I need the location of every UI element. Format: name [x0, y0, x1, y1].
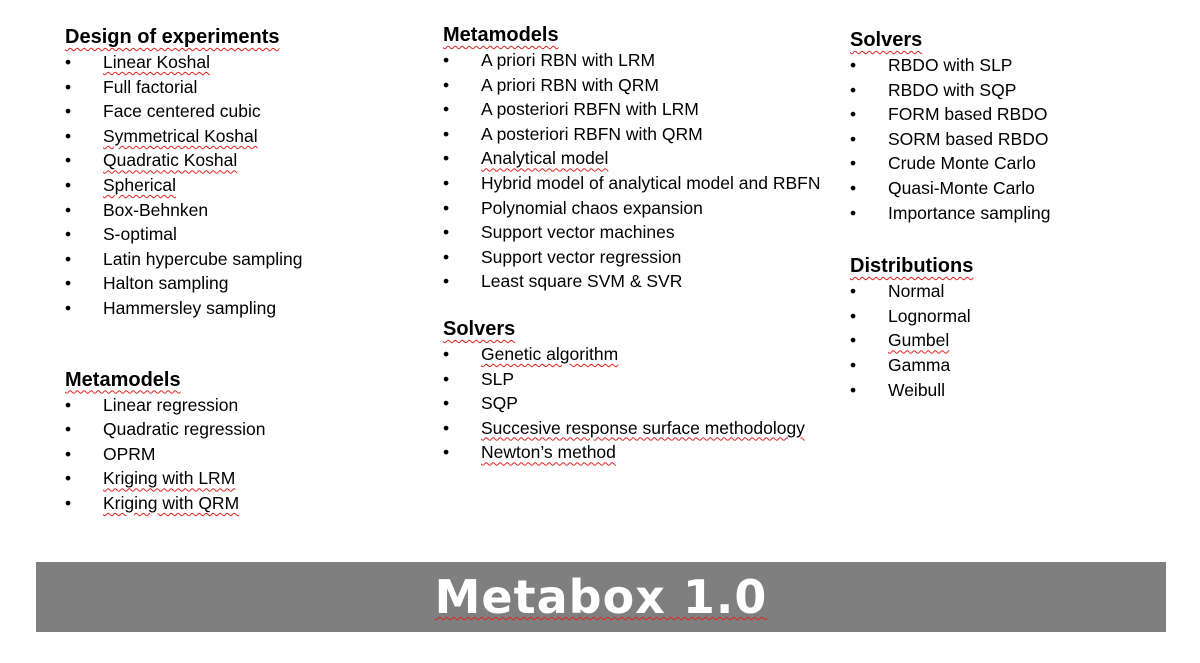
list-item: • SLP	[443, 367, 823, 392]
title-banner	[36, 562, 1166, 632]
list-item: • Kriging with QRM	[65, 491, 425, 516]
list-item: • Symmetrical Koshal	[65, 124, 425, 149]
list-item: • Newton’s method	[443, 440, 823, 465]
distributions-list	[850, 279, 1180, 402]
list-item: • RBDO with SLP	[850, 53, 1180, 78]
list-item: • Least square SVM & SVR	[443, 269, 823, 294]
section-title: Solvers	[850, 29, 923, 51]
list-item: • Gumbel	[850, 328, 1180, 353]
metamodels-list	[443, 48, 823, 294]
section-design-of-experiments	[65, 24, 425, 321]
section-title: Metamodels	[443, 24, 559, 46]
list-item: • Normal	[850, 279, 1180, 304]
list-item: • Hybrid model of analytical model and RBFN	[443, 171, 823, 196]
section-title: Distributions	[850, 255, 974, 278]
list-item: • Support vector regression	[443, 245, 823, 270]
list-item: • FORM based RBDO	[850, 102, 1180, 127]
list-item: • Succesive response surface methodology	[443, 416, 823, 441]
list-item: • Spherical	[65, 173, 425, 198]
list-item: • Analytical model	[443, 146, 823, 171]
list-item: • SORM based RBDO	[850, 127, 1180, 152]
section-solvers-1	[443, 316, 823, 465]
column-2	[443, 22, 823, 465]
section-distributions	[850, 253, 1180, 402]
list-item: • A priori RBN with QRM	[443, 73, 823, 98]
list-item: • Polynomial chaos expansion	[443, 196, 823, 221]
list-item: • S-optimal	[65, 222, 425, 247]
list-item: • A posteriori RBFN with LRM	[443, 97, 823, 122]
metamodels-list	[65, 393, 425, 516]
doe-list	[65, 50, 425, 321]
list-item: • Weibull	[850, 378, 1180, 403]
list-item: • Box-Behnken	[65, 198, 425, 223]
list-item: • RBDO with SQP	[850, 78, 1180, 103]
list-item: • A posteriori RBFN with QRM	[443, 122, 823, 147]
list-item: • Crude Monte Carlo	[850, 151, 1180, 176]
list-item: • OPRM	[65, 442, 425, 467]
list-item: • A priori RBN with LRM	[443, 48, 823, 73]
column-1	[65, 24, 425, 516]
list-item: • Hammersley sampling	[65, 296, 425, 321]
list-item: • Kriging with LRM	[65, 466, 425, 491]
section-solvers-2	[850, 27, 1180, 225]
section-title: Design of experiments	[65, 26, 280, 48]
list-item: • Full factorial	[65, 75, 425, 100]
section-metamodels-2	[443, 22, 823, 294]
list-item: • Halton sampling	[65, 271, 425, 296]
list-item: • Linear regression	[65, 393, 425, 418]
list-item: • Quadratic Koshal	[65, 148, 425, 173]
section-title: Solvers	[443, 317, 516, 340]
solvers-list	[443, 342, 823, 465]
banner-title: Metabox 1.0	[434, 570, 768, 624]
list-item: • Face centered cubic	[65, 99, 425, 124]
section-title: Metamodels	[65, 368, 181, 391]
list-item: • Latin hypercube sampling	[65, 247, 425, 272]
list-item: • Quasi-Monte Carlo	[850, 176, 1180, 201]
list-item: • SQP	[443, 391, 823, 416]
list-item: • Lognormal	[850, 304, 1180, 329]
solvers-list	[850, 53, 1180, 225]
column-3	[850, 27, 1180, 402]
list-item: • Support vector machines	[443, 220, 823, 245]
list-item: • Gamma	[850, 353, 1180, 378]
list-item: • Quadratic regression	[65, 417, 425, 442]
list-item: • Importance sampling	[850, 201, 1180, 226]
list-item: • Genetic algorithm	[443, 342, 823, 367]
list-item: • Linear Koshal	[65, 50, 425, 75]
section-metamodels-1	[65, 367, 425, 516]
